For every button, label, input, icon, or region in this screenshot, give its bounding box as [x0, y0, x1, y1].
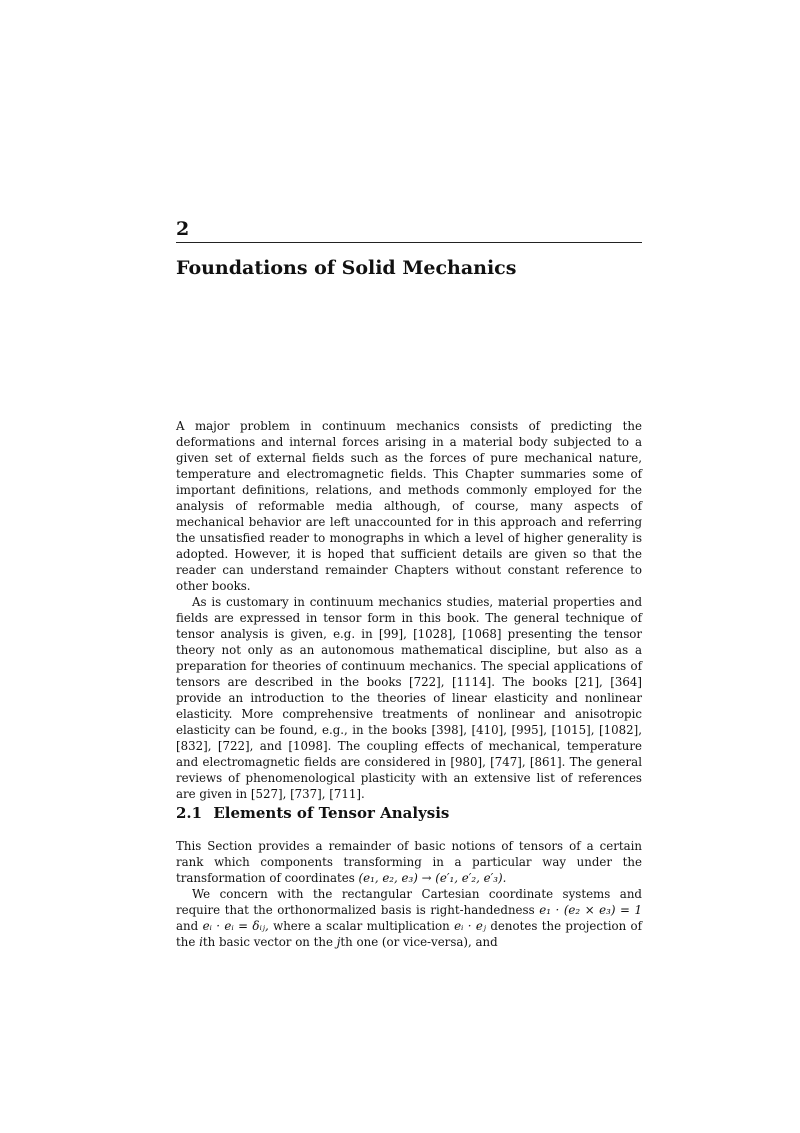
section-p2-text-b: and — [176, 919, 199, 933]
section-p2-text-d: denotes the projection of the — [176, 919, 643, 949]
section-p2-math-a: e₁ · (e₂ × e₃) = 1 — [539, 903, 642, 917]
intro-paragraph-2: As is customary in continuum mechanics studies, material properties and fields are expressed in tensor form in this book. The general technique of tensor analysis is given, e.g. in [99], [1028], [1068] presenting the tensor theory not only as an autonomous mathematical discipline, but also as a preparation for theories of continuum mechanics. The special applications of tensors are described in the books [722], [1114]. The books [21], [364] provide an introduction to the theories of linear elasticity and nonlinear elasticity. More comprehensive treatments of nonlinear and anisotropic elasticity can be found, e.g., in the books [398], [410], [995], [1015], [1082], [832], [722], and [1098]. The coupling effects of mechanical, temperature and electromagnetic fields are considered in [980], [747], [861]. The general reviews of phenomenological plasticity with an extensive list of references are given in [527], [737], [711]. — [176, 595, 642, 801]
section-paragraph-2 — [176, 886, 642, 950]
chapter-number: 2 — [176, 218, 190, 240]
intro-paragraph-1: A major problem in continuum mechanics consists of predicting the deformations and internal forces arising in a material body subjected to a given set of external fields such as the forces of pure mechanical nature, temperature and electromagnetic fields. This Chapter summaries some of important definitions, relations, and methods commonly employed for the analysis of reformable media although, of course, many aspects of mechanical behavior are left unaccounted for in this approach and referring the unsatisfied reader to monographs in which a level of higher generality is adopted. However, it is hoped that sufficient details are given so that the reader can understand remainder Chapters without constant reference to other books. — [176, 419, 642, 593]
section-number: 2.1 — [176, 804, 203, 822]
intro-text — [176, 418, 642, 802]
section-paragraph-1 — [176, 838, 642, 886]
section-p1-math: (e₁, e₂, e₃) → (e′₁, e′₂, e′₃). — [358, 871, 507, 885]
section-title: Elements of Tensor Analysis — [213, 804, 450, 822]
section-p2-text-a: We concern with the rectangular Cartesian coordinate systems and require that the orthonormalized basis is right-handedness — [176, 887, 642, 917]
chapter-rule — [176, 242, 642, 243]
section-p2-text-e: th basic vector on the — [202, 935, 333, 949]
section-p2-math-c: eᵢ · eⱼ — [454, 919, 486, 933]
chapter-title: Foundations of Solid Mechanics — [176, 257, 517, 279]
section-p2-text-c: where a scalar multiplication — [273, 919, 450, 933]
section-p2-text-f: th one (or vice-versa), and — [340, 935, 498, 949]
section-p2-math-e: j — [336, 935, 341, 949]
section-text — [176, 838, 642, 950]
section-heading — [176, 803, 449, 823]
section-p1-text: This Section provides a remainder of basic notions of tensors of a certain rank which components transforming in a particular way under the transformation of coordinates — [176, 839, 642, 885]
section-p2-math-d: i — [199, 935, 203, 949]
section-p2-math-b: eᵢ · eᵢ = δᵢⱼ, — [202, 919, 269, 933]
